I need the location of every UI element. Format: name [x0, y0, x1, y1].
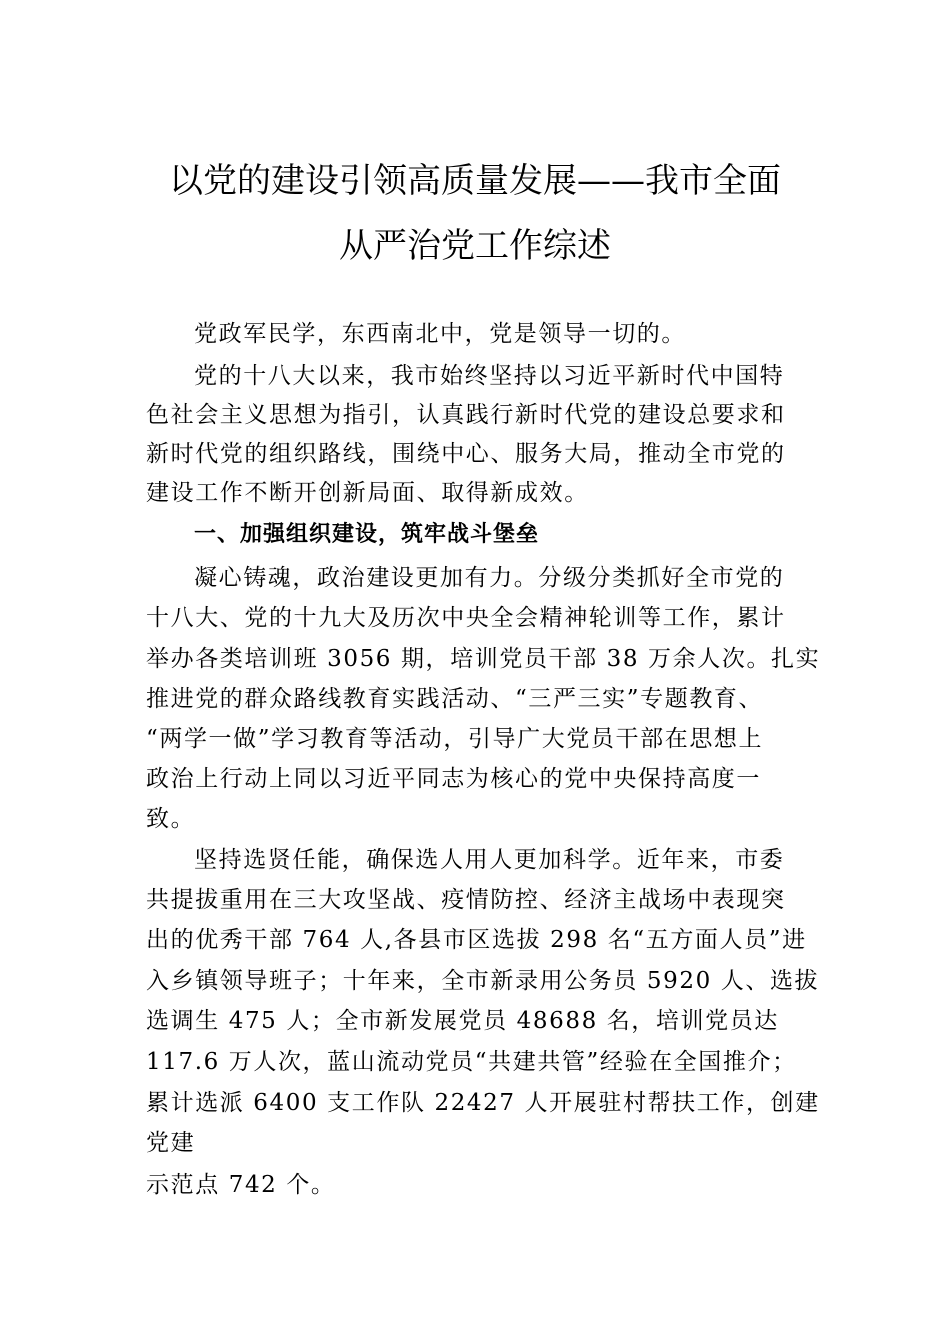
paragraph-line: 累计选派 6400 支工作队 22427 人开展驻村帮扶工作，创建 [146, 1090, 820, 1116]
document-title-line-1: 以党的建设引领高质量发展——我市全面 [169, 161, 781, 201]
paragraph-line: 政治上行动上同以习近平同志为核心的党中央保持高度一 [146, 766, 761, 792]
paragraph-line: 新时代党的组织路线，围绕中心、服务大局，推动全市党的 [146, 441, 786, 467]
paragraph-line: 十八大、党的十九大及历次中央全会精神轮训等工作，累计 [146, 605, 786, 631]
paragraph-line: 117.6 万人次，蓝山流动党员“共建共管”经验在全国推介； [146, 1049, 797, 1075]
paragraph-line: 色社会主义思想为指引，认真践行新时代党的建设总要求和 [146, 402, 786, 428]
document-title-line-2: 从严治党工作综述 [339, 226, 611, 266]
paragraph-line: 党建 [146, 1130, 196, 1156]
paragraph-line: 致。 [146, 806, 196, 832]
paragraph-line: 出的优秀干部 764 人,各县市区选拔 298 名“五方面人员”进 [146, 927, 807, 953]
paragraph-line: 入乡镇领导班子；十年来，全市新录用公务员 5920 人、选拔 [146, 968, 820, 994]
paragraph-line: 示范点 742 个。 [146, 1172, 336, 1198]
paragraph-line: 推进党的群众路线教育实践活动、“三严三实”专题教育、 [146, 686, 764, 712]
paragraph-line: 建设工作不断开创新局面、取得新成效。 [146, 480, 589, 506]
paragraph-line: 凝心铸魂，政治建设更加有力。分级分类抓好全市党的 [194, 565, 785, 591]
paragraph-line: “两学一做”学习教育等活动，引导广大党员干部在思想上 [146, 726, 764, 752]
paragraph-line: 党的十八大以来，我市始终坚持以习近平新时代中国特 [194, 363, 785, 389]
paragraph-line: 党政军民学，东西南北中，党是领导一切的。 [194, 321, 686, 347]
paragraph-line: 举办各类培训班 3056 期，培训党员干部 38 万余人次。扎实 [146, 646, 821, 672]
paragraph-line: 坚持选贤任能，确保选人用人更加科学。近年来，市委 [194, 847, 785, 873]
section-heading: 一、加强组织建设，筑牢战斗堡垒 [194, 522, 540, 547]
paragraph-line: 选调生 475 人；全市新发展党员 48688 名，培训党员达 [146, 1008, 779, 1034]
paragraph-line: 共提拔重用在三大攻坚战、疫情防控、经济主战场中表现突 [146, 887, 786, 913]
